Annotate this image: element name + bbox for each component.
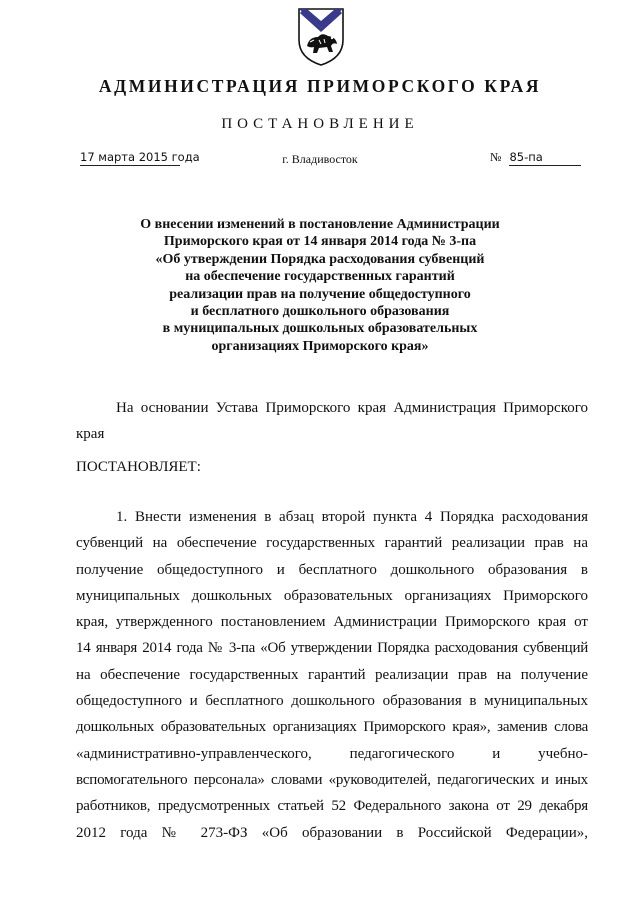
basis-paragraph-line: края	[76, 426, 105, 442]
title-line: и бесплатного дошкольного образования	[190, 304, 450, 320]
item-1-line: дошкольных образовательных организациях Приморского края», заменив слова	[76, 719, 588, 736]
document-date: 17 марта 2015 года	[80, 150, 200, 164]
document-city: г. Владивосток	[282, 152, 358, 166]
item-1-line: 14 января 2014 года № 3-па «Об утверждении Порядка расходования субвенций	[76, 640, 588, 657]
item-1-line: получение общедоступного и бесплатного дошкольного образования в	[76, 561, 588, 578]
item-1-line: 2012 года № 273-ФЗ «Об образовании в Российской Федерации»,	[76, 824, 588, 841]
item-1-line: края, утвержденного постановлением Администрации Приморского края от	[76, 614, 588, 631]
item-1-line: «административно-управленческого, педагогического и учебно-	[76, 745, 588, 762]
document-number: 85-па	[509, 150, 581, 166]
item-1-line: работников, предусмотренных статьей 52 Федерального закона от 29 декабря	[76, 798, 588, 815]
document-type: ПОСТАНОВЛЕНИЕ	[221, 116, 419, 132]
item-1-line: муниципальных дошкольных образовательных организациях Приморского	[76, 587, 588, 604]
title-line: в муниципальных дошкольных образовательных	[162, 321, 478, 337]
coat-of-arms-icon	[295, 6, 347, 68]
title-line: О внесении изменений в постановление Администрации	[140, 217, 500, 232]
basis-paragraph-line: На основании Устава Приморского края Администрация Приморского	[116, 400, 588, 416]
item-1-line: вспомогательного персонала» словами «руководителей, педагогических и иных	[76, 771, 588, 788]
title-line: реализации прав на получение общедоступного	[169, 286, 471, 302]
title-line: «Об утверждении Порядка расходования субвенций	[155, 251, 485, 267]
number-label: №	[490, 150, 502, 164]
item-1-line: на обеспечение государственных гарантий реализации прав на получение	[76, 666, 588, 683]
title-line: организациях Приморского края»	[211, 338, 429, 354]
item-1-line: субвенций на обеспечение государственных гарантий реализации прав на	[76, 535, 588, 552]
title-line: на обеспечение государственных гарантий	[185, 269, 455, 285]
item-1-paragraph	[76, 504, 588, 846]
item-1-line: общедоступного и бесплатного дошкольного образования в муниципальных	[76, 693, 588, 710]
organization-heading: АДМИНИСТРАЦИЯ ПРИМОРСКОГО КРАЯ	[98, 76, 542, 96]
document-title	[90, 216, 550, 355]
title-line: Приморского края от 14 января 2014 года № 3-па	[163, 234, 477, 250]
document-number-block	[490, 150, 581, 166]
item-1-line: 1. Внести изменения в абзац второй пункта 4 Порядка расходования	[116, 509, 588, 525]
decree-word: ПОСТАНОВЛЯЕТ:	[76, 459, 201, 475]
